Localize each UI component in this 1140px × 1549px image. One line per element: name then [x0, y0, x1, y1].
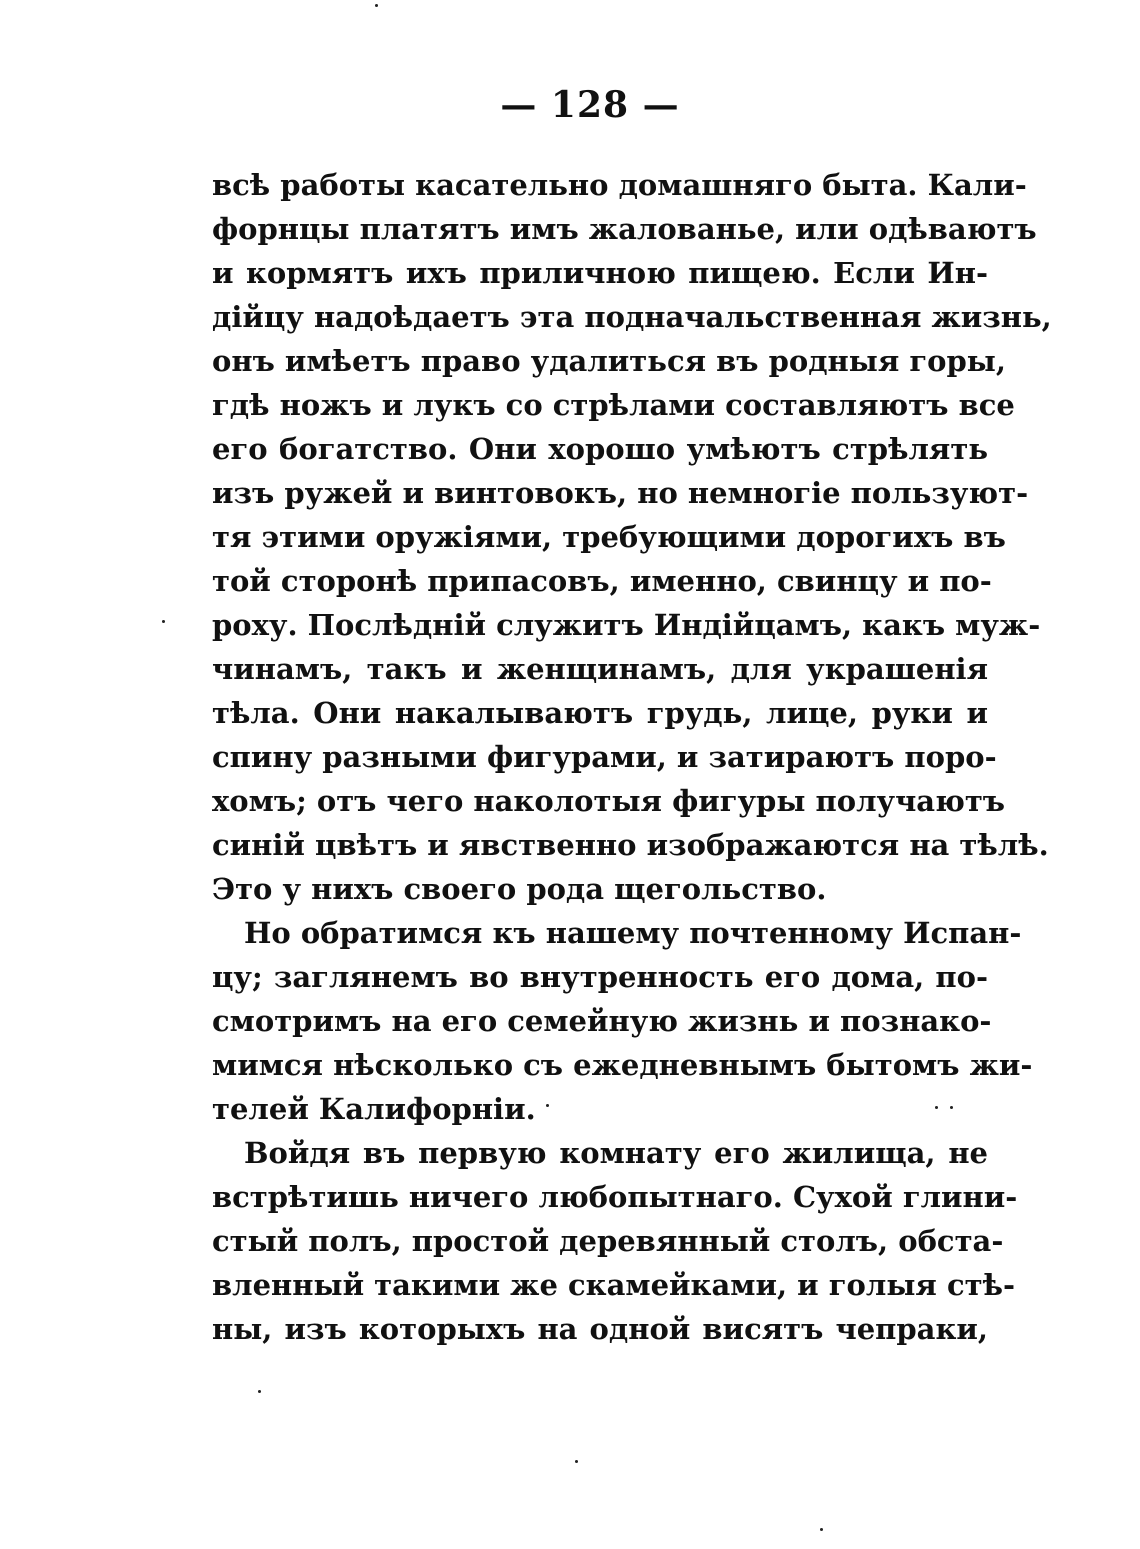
text-line: стый полъ, простой деревянный столъ, обста- — [212, 1224, 1004, 1258]
text-line: телей Калифорніи. — [212, 1092, 536, 1126]
text-line: форнцы платятъ имъ жалованье, или одѣваютъ — [212, 212, 1037, 246]
text-line: встрѣтишь ничего любопытнаго. Сухой глини- — [212, 1180, 1018, 1214]
text-line: смотримъ на его семейную жизнь и познако- — [212, 1004, 992, 1038]
scan-speck — [546, 1104, 549, 1107]
text-line: всѣ работы касательно домашняго быта. Кали- — [212, 168, 1027, 202]
scan-speck — [950, 1106, 953, 1109]
text-line: цу; заглянемъ во внутренность его дома, по- — [212, 960, 988, 994]
text-line: гдѣ ножъ и лукъ со стрѣлами составляютъ все — [212, 388, 1015, 422]
page-number: — 128 — — [500, 84, 680, 126]
scan-speck — [162, 620, 165, 623]
text-line: синій цвѣтъ и явственно изображаются на тѣлѣ. — [212, 828, 1049, 862]
text-line: Но обратимся къ нашему почтенному Испан- — [244, 916, 1022, 950]
text-line: его богатство. Они хорошо умѣютъ стрѣлять — [212, 432, 988, 466]
text-line: спину разными фигурами, и затираютъ поро- — [212, 740, 997, 774]
text-line: тя этими оружіями, требующими дорогихъ въ — [212, 520, 1006, 554]
text-line: той сторонѣ припасовъ, именно, свинцу и по- — [212, 564, 992, 598]
text-line: вленный такими же скамейками, и голыя стѣ- — [212, 1268, 1015, 1302]
text-line: Это у нихъ своего рода щегольство. — [212, 872, 827, 906]
text-line: ны, изъ которыхъ на одной висятъ чепраки, — [212, 1312, 988, 1346]
text-line: роху. Послѣдній служитъ Индійцамъ, какъ муж- — [212, 608, 1041, 642]
text-line: и кормятъ ихъ приличною пищею. Если Ин- — [212, 256, 988, 290]
scan-speck — [575, 1460, 578, 1463]
text-line: изъ ружей и винтовокъ, но немногіе пользуют- — [212, 476, 1029, 510]
text-line: чинамъ, такъ и женщинамъ, для украшенія — [212, 652, 988, 686]
scan-speck — [820, 1528, 823, 1531]
scan-speck — [375, 4, 378, 7]
scan-speck — [258, 1390, 261, 1393]
text-line: мимся нѣсколько съ ежедневнымъ бытомъ жи- — [212, 1048, 1033, 1082]
text-line: Войдя въ первую комнату его жилища, не — [244, 1136, 988, 1170]
scan-speck — [935, 1106, 938, 1109]
text-line: тѣла. Они накалываютъ грудь, лице, руки и — [212, 696, 988, 730]
text-line: хомъ; отъ чего наколотыя фигуры получаютъ — [212, 784, 1006, 818]
text-line: дійцу надоѣдаетъ эта подначальственная жизнь, — [212, 300, 1052, 334]
text-line: онъ имѣетъ право удалиться въ родныя горы, — [212, 344, 1006, 378]
